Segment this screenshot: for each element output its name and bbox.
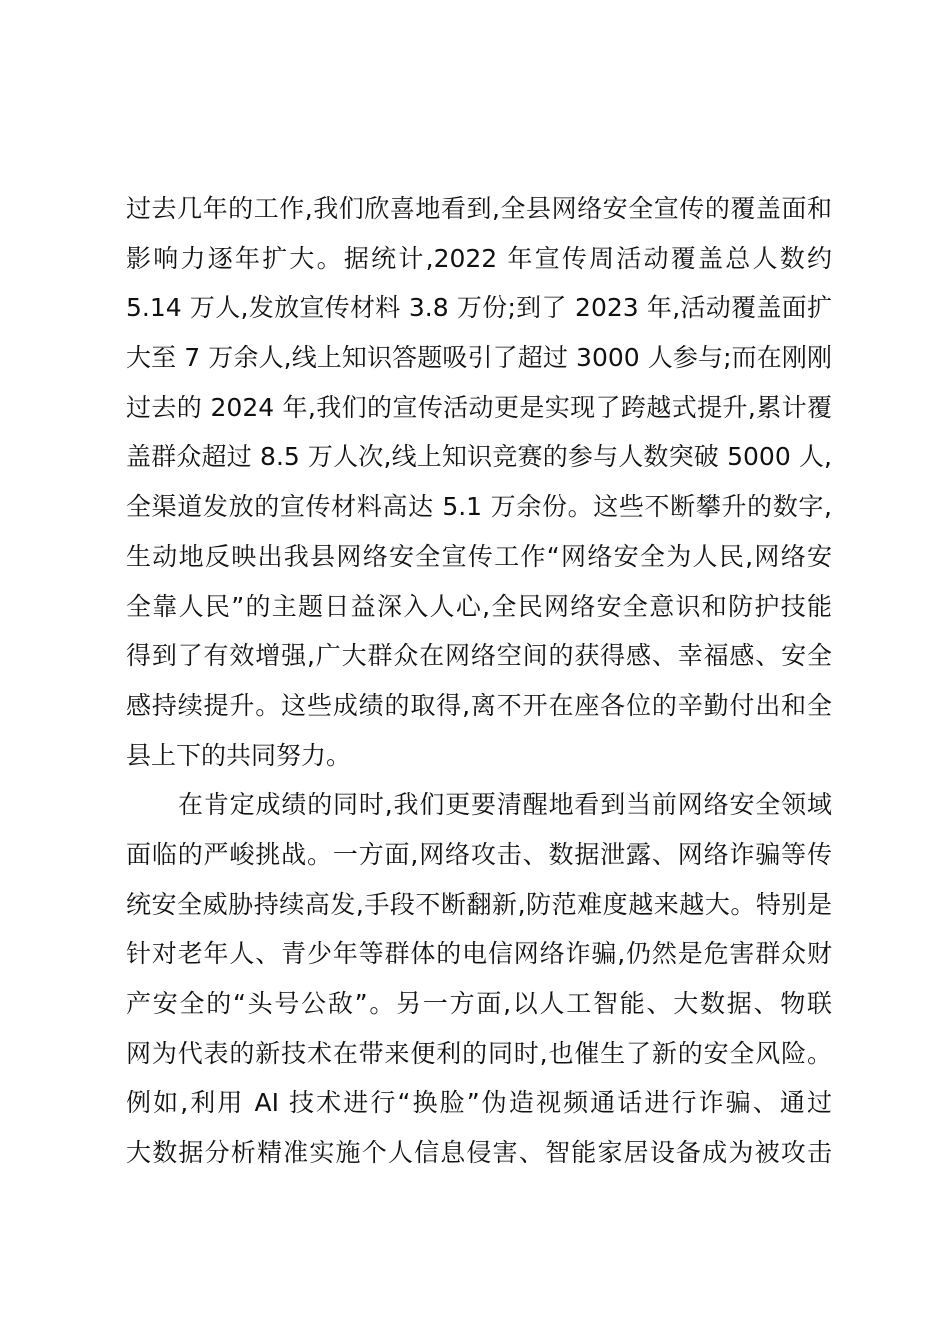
text-line: 过去几年的工作,我们欣喜地看到,全县网络安全宣传的覆盖面和 — [126, 194, 832, 223]
text-line: 县上下的共同努力。 — [126, 740, 352, 770]
text-line: 针对老年人、青少年等群体的电信网络诈骗,仍然是危害群众财 — [126, 939, 832, 969]
text-line: 得到了有效增强,广大群众在网络空间的获得感、幸福感、安全 — [126, 641, 832, 671]
paragraph-2 — [126, 780, 832, 1178]
text-line: 产安全的“头号公敌”。另一方面,以人工智能、大数据、物联 — [126, 989, 832, 1018]
text-line: 盖群众超过 8.5 万人次,线上知识竞赛的参与人数突破 5000 人, — [126, 442, 832, 472]
text-line: 5.14 万人,发放宣传材料 3.8 万份;到了 2023 年,活动覆盖面扩 — [126, 293, 832, 323]
text-line: 过去的 2024 年,我们的宣传活动更是实现了跨越式提升,累计覆 — [126, 392, 832, 422]
text-line: 大至 7 万余人,线上知识答题吸引了超过 3000 人参与;而在刚刚 — [126, 343, 832, 373]
text-line: 大数据分析精准实施个人信息侵害、智能家居设备成为被攻击 — [126, 1138, 832, 1168]
text-line: 全渠道发放的宣传材料高达 5.1 万余份。这些不断攀升的数字, — [126, 492, 832, 522]
paragraph-1 — [126, 184, 832, 780]
text-line: 面临的严峻挑战。一方面,网络攻击、数据泄露、网络诈骗等传 — [126, 839, 832, 869]
text-line: 生动地反映出我县网络安全宣传工作“网络安全为人民,网络安 — [126, 541, 832, 571]
text-line: 感持续提升。这些成绩的取得,离不开在座各位的辛勤付出和全 — [126, 690, 832, 720]
text-line: 影响力逐年扩大。据统计,2022 年宣传周活动覆盖总人数约 — [126, 243, 832, 273]
text-line: 例如,利用 AI 技术进行“换脸”伪造视频通话进行诈骗、通过 — [126, 1088, 832, 1118]
text-line: 统安全威胁持续高发,手段不断翻新,防范难度越来越大。特别是 — [126, 889, 832, 919]
text-line: 网为代表的新技术在带来便利的同时,也催生了新的安全风险。 — [126, 1038, 832, 1068]
text-line: 在肯定成绩的同时,我们更要清醒地看到当前网络安全领域 — [178, 790, 832, 820]
text-line: 全靠人民”的主题日益深入人心,全民网络安全意识和防护技能 — [126, 591, 832, 621]
body-text — [126, 184, 832, 1178]
